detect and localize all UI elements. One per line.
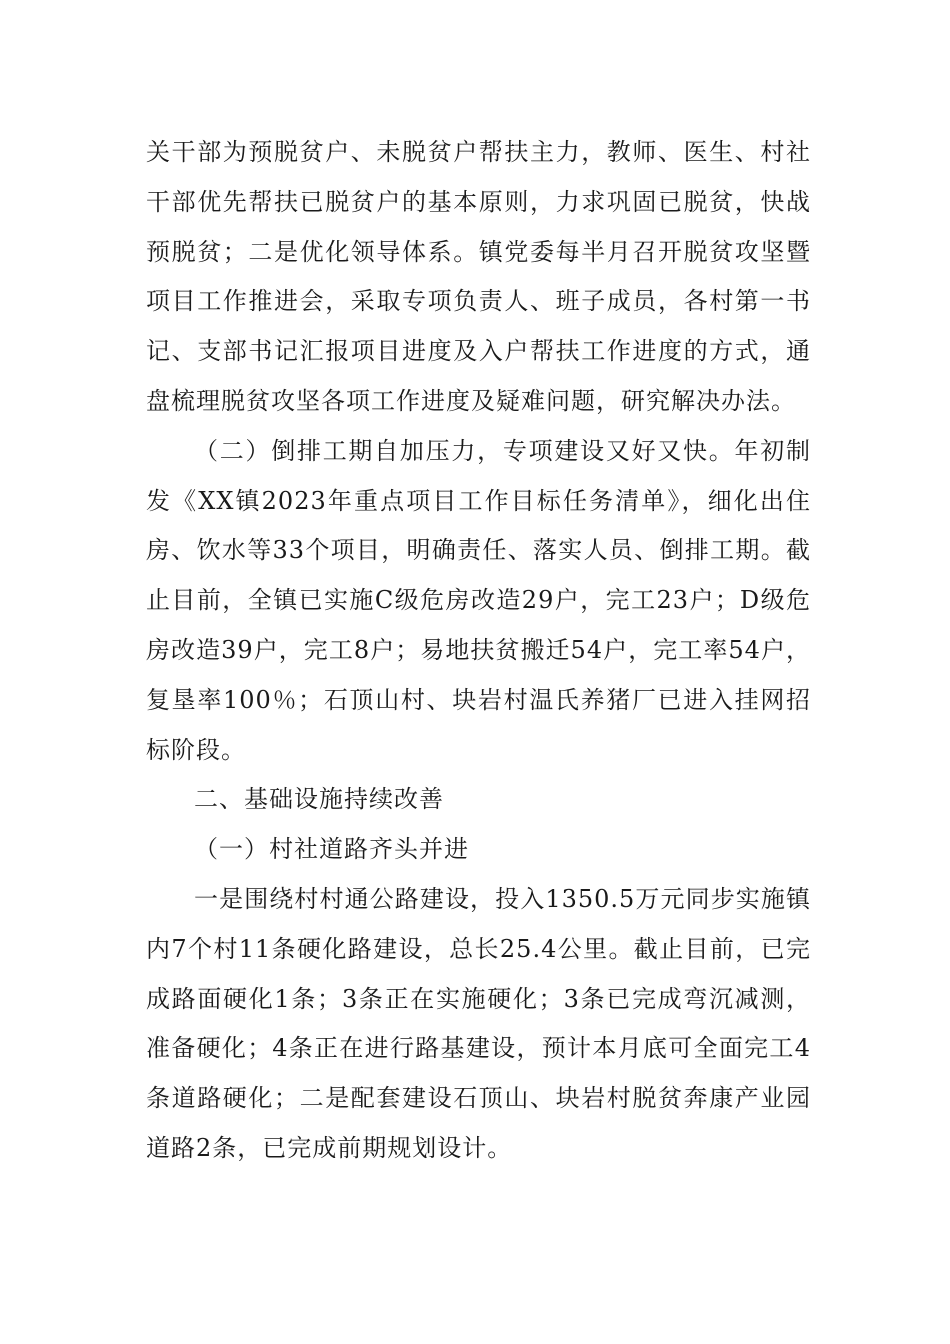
paragraph-section-2: （二）倒排工期自加压力，专项建设又好又快。年初制发《XX镇2023年重点项目工作目标任务清单》，细化出住房、饮水等33个项目，明确责任、落实人员、倒排工期。截止目前，全镇已实施C级危房改造29户，完工23户；D级危房改造39户，完工8户；易地扶贫搬迁54户，完工率54户，复垦率100％；石顶山村、块岩村温氏养猪厂已进入挂网招标阶段。 (146, 436, 811, 764)
section-heading-infrastructure: 二、基础设施持续改善 (194, 785, 444, 814)
paragraph-roads: 一是围绕村村通公路建设，投入1350.5万元同步实施镇内7个村11条硬化路建设，总长25.4公里。截止目前，已完成路面硬化1条；3条正在实施硬化；3条已完成弯沉减测，准备硬化；4条正在进行路基建设，预计本月底可全面完工4条道路硬化；二是配套建设石顶山、块岩村脱贫奔康产业园道路2条，已完成前期规划设计。 (146, 884, 811, 1162)
subsection-heading-roads: （一）村社道路齐头并进 (194, 835, 469, 864)
document-body (146, 128, 811, 1174)
paragraph-continuation: 关干部为预脱贫户、未脱贫户帮扶主力，教师、医生、村社干部优先帮扶已脱贫户的基本原则，力求巩固已脱贫，快战预脱贫；二是优化领导体系。镇党委每半月召开脱贫攻坚暨项目工作推进会，采取专项负责人、班子成员，各村第一书记、支部书记汇报项目进度及入户帮扶工作进度的方式，通盘梳理脱贫攻坚各项工作进度及疑难问题，研究解决办法。 (146, 138, 811, 415)
